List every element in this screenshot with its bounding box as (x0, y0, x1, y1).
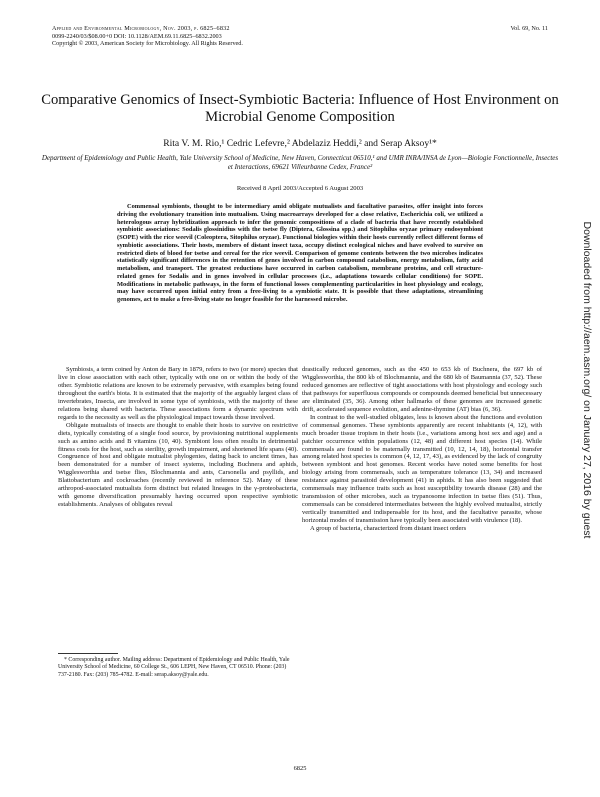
paragraph: Symbiosis, a term coined by Anton de Bary in 1879, refers to two (or more) species that live in close association with each other, typically with one on or within the body of the other. Symbiotic relations are known to be extremely pervasive, with examples being found throughout the earth's biota. It is estimated that the majority of the arguably largest class of invertebrates, Insecta, are involved in some type of symbiosis, with the majority of these relations being shared with bacteria. These associations form a dynamic spectrum with regards to the necessity as well as the physiological impact towards those involved. (58, 366, 298, 421)
paragraph: drastically reduced genomes, such as the 450 to 653 kb of Buchnera, the 697 kb of Wigglesworthia, the 800 kb of Blochmannia, and the 680 kb of Baumannia (37, 52). These reduced genomes are reflective of tight associations with host physiology and ecology such that pathways for superfluous compounds or compounds deemed beneficial but unnecessary are eliminated (35, 36). Among other hallmarks of these genomes are increased genetic drift, accelerated sequence evolution, and adenine-thymine (AT) bias (6, 36). (302, 366, 542, 413)
footnote-divider (58, 653, 118, 654)
affiliations: Department of Epidemiology and Public Health, Yale University School of Medicine, New Haven, Connecticut 06510,¹ and UMR INRA/INSA de Lyon—Biologie Fonctionnelle, Insectes et Interactions, 69621 Villeurbanne Cedex, France² (41, 154, 559, 171)
download-watermark-text: Downloaded from http://aem.asm.org/ on January 27, 2016 by guest (581, 221, 593, 539)
body-column-right (302, 366, 542, 533)
paragraph: Obligate mutualists of insects are thought to enable their hosts to survive on restrictive diets, typically consisting of a single food source, by provisioning nutritional supplements such as amino acids and B vitamins (10, 40). Symbiont loss often results in detrimental fitness costs for the host, such as sterility, growth impairment, and shortened life spans (40). Congruence of host and obligate mutualist phylogenies, dating back to ancient times, has been demonstrated for a number of insect systems, including Buchnera and aphids, Wigglesworthia and tsetse flies, Blochmannia and ants, Carsonella and psyllids, and Blattobacterium and cockroaches (recently reviewed in reference 52). Many of these arthropod-associated mutualists form distinct but related lineages in the γ-proteobacteria, with genome diversification presumably having occurred upon respective symbiotic establishments. Analyses of obligates reveal (58, 421, 298, 509)
download-watermark (580, 200, 594, 560)
article-title: Comparative Genomics of Insect-Symbiotic Bacteria: Influence of Host Environment on Microbial Genome Composition (41, 92, 559, 125)
volume-issue: Vol. 69, No. 11 (510, 25, 548, 32)
journal-citation: Applied and Environmental Microbiology, Nov. 2003, p. 6825–6832 (52, 25, 230, 32)
author-list: Rita V. M. Rio,¹ Cedric Lefevre,² Abdelaziz Heddi,² and Serap Aksoy¹* (163, 138, 437, 149)
received-dates: Received 8 April 2003/Accepted 6 August 2003 (236, 185, 364, 192)
running-header (52, 25, 243, 48)
page-number: 6825 (293, 765, 307, 772)
paragraph: In contrast to the well-studied obligates, less is known about the functions and evolution of commensal genomes. These symbionts apparently are recent inhabitants (4, 12), with much broader tissue tropism in their hosts (i.e., variations among host sex and age) and a patchier occurrence within populations (12, 48) and different host species (14). While commensals are found to be maternally transmitted (10, 12, 14, 18), horizontal transfer among related host species is common (4, 12, 17, 43), as evidenced by the lack of congruity between symbiont and host genomes. Recent works have noted some benefits for host biology arising from commensals, such as temperature tolerance (13, 34) and increased resistance against parasitoid development (41) in aphids. It has also been suggested that commensals may influence traits such as host susceptibility towards disease (28) and the transmission of other microbes, such as trypanosome infection in tsetse flies (51). Thus, commensals can be considered intermediates between the highly evolved mutualist, strictly vertically transmitted and indispensable for its host, and the facultative parasite, whose horizontal modes of transmission have typically been associated with virulence (18). (302, 413, 542, 525)
corresponding-author-footnote: * Corresponding author. Mailing address: Department of Epidemiology and Public Health, Yale University School of Medicine, 60 College St., 606 LEPH, New Haven, CT 06510. Phone: (203) 737-2180. Fax: (203) 785-4782. E-mail: serap.aksoy@yale.edu. (58, 657, 290, 678)
paragraph: A group of bacteria, characterized from distant insect orders (310, 525, 467, 533)
body-column-left (58, 366, 298, 509)
abstract: Commensal symbionts, thought to be intermediary amid obligate mutualists and facultative parasites, offer insight into forces driving the evolutionary transition into mutualism. Using macroarrays developed for a close relative, Escherichia coli, we utilized a heterologous array hybridization approach to infer the genomic compositions of a clade of bacteria that have recently established symbiotic associations: Sodalis glossinidius with the tsetse fly (Diptera, Glossina spp.) and Sitophilus oryzae primary endosymbiont (SOPE) with the rice weevil (Coleoptera, Sitophilus oryzae). Functional biologies within their hosts currently reflect different forms of symbiotic associations. Their hosts, members of distant insect taxa, occupy distinct ecological niches and have evolved to survive on restricted diets of blood for tsetse and cereal for the rice weevil. Comparison of genome contents between the two microbes indicates statistically significant differences in the retention of genes involved in carbon compound catabolism, energy metabolism, fatty acid metabolism, and transport. The greatest reductions have occurred in carbon catabolism, membrane proteins, and cell structure-related genes for Sodalis and in genes involved in cellular processes (i.e., adaptations towards cellular conditions) for SOPE. Modifications in metabolic pathways, in the form of functional losses complementing particularities in host physiology and ecology, may have occurred upon initial entry from a free-living to a symbiotic state. It is possible that these adaptations, streamlining genomes, act to make a free-living state no longer feasible for the harnessed microbe. (117, 203, 483, 303)
issn-doi: 0099-2240/03/$08.00+0 DOI: 10.1128/AEM.69.11.6825–6832.2003 (52, 32, 222, 40)
copyright: Copyright © 2003, American Society for Microbiology. All Rights Reserved. (52, 40, 243, 48)
